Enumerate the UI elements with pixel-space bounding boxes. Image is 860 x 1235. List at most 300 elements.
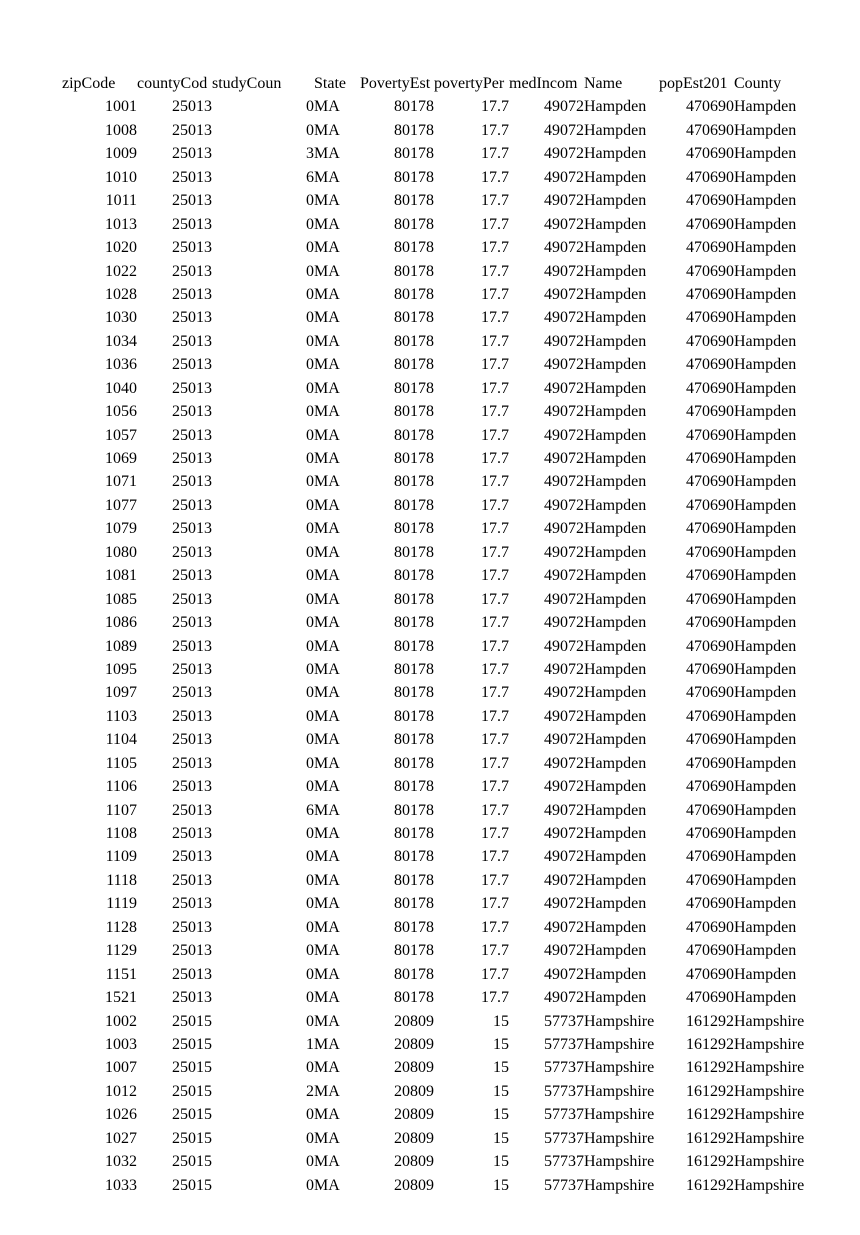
column-header-study-count: studyCoun [212,75,282,92]
cell-pop-est: 470690 [686,403,734,421]
cell-zip-code: 1007 [105,1059,137,1077]
cell-pop-est: 470690 [686,590,734,608]
cell-med-income: 49072 [544,614,584,632]
table-row [62,353,810,376]
cell-state: MA [314,1176,340,1194]
cell-poverty-percent: 17.7 [481,309,509,327]
cell-poverty-percent: 17.7 [481,731,509,749]
cell-county: Hampden [734,660,797,678]
cell-name: Hampden [584,332,647,350]
cell-name: Hampden [584,614,647,632]
cell-med-income: 49072 [544,848,584,866]
cell-study-count: 0 [306,403,314,421]
cell-study-count: 0 [306,848,314,866]
spreadsheet-table [62,72,810,1197]
cell-study-count: 0 [306,778,314,796]
cell-county-code: 25013 [172,98,212,116]
cell-poverty-percent: 17.7 [481,543,509,561]
cell-med-income: 49072 [544,965,584,983]
cell-name: Hampden [584,637,647,655]
cell-state: MA [314,567,340,585]
cell-name: Hampden [584,754,647,772]
table-row [62,588,810,611]
cell-county-code: 25015 [172,1059,212,1077]
cell-zip-code: 1001 [105,98,137,116]
cell-county: Hampden [734,637,797,655]
cell-county-code: 25013 [172,895,212,913]
cell-state: MA [314,1129,340,1147]
cell-study-count: 0 [306,473,314,491]
cell-state: MA [314,1012,340,1030]
cell-county: Hampshire [734,1035,805,1053]
cell-state: MA [314,309,340,327]
cell-pop-est: 470690 [686,285,734,303]
cell-county: Hampden [734,707,797,725]
cell-state: MA [314,168,340,186]
cell-poverty-est: 80178 [394,801,434,819]
cell-poverty-est: 80178 [394,121,434,139]
cell-state: MA [314,215,340,233]
table-row [62,564,810,587]
cell-state: MA [314,520,340,538]
cell-poverty-percent: 15 [493,1059,509,1077]
table-row [62,799,810,822]
cell-study-count: 0 [306,285,314,303]
cell-study-count: 0 [306,754,314,772]
cell-state: MA [314,1059,340,1077]
cell-poverty-est: 80178 [394,543,434,561]
cell-county-code: 25013 [172,801,212,819]
cell-name: Hampden [584,309,647,327]
cell-poverty-percent: 17.7 [481,660,509,678]
cell-state: MA [314,450,340,467]
cell-state: MA [314,801,340,819]
cell-poverty-percent: 15 [493,1129,509,1147]
cell-pop-est: 161292 [686,1129,734,1147]
cell-county: Hampden [734,754,797,772]
cell-county: Hampden [734,895,797,913]
cell-poverty-est: 80178 [394,215,434,233]
cell-name: Hampden [584,356,647,374]
cell-zip-code: 1128 [105,918,137,936]
cell-county-code: 25013 [172,989,212,1007]
cell-county-code: 25015 [172,1035,212,1053]
cell-county: Hampden [734,426,797,444]
table-row [62,939,810,962]
cell-poverty-est: 20809 [394,1106,434,1124]
cell-zip-code: 1033 [105,1176,137,1194]
cell-med-income: 49072 [544,707,584,725]
cell-zip-code: 1089 [105,637,137,655]
cell-county: Hampshire [734,1129,805,1147]
cell-state: MA [314,848,340,866]
cell-state: MA [314,895,340,913]
cell-name: Hampden [584,942,647,960]
cell-poverty-percent: 17.7 [481,942,509,960]
cell-med-income: 57737 [544,1082,584,1100]
cell-med-income: 49072 [544,637,584,655]
cell-state: MA [314,1082,340,1100]
cell-county: Hampden [734,871,797,889]
cell-med-income: 57737 [544,1176,584,1194]
cell-county: Hampden [734,825,797,842]
cell-zip-code: 1103 [105,707,137,725]
cell-county-code: 25013 [172,567,212,585]
cell-pop-est: 470690 [686,379,734,397]
cell-name: Hampden [584,496,647,514]
cell-name: Hampshire [584,1106,655,1124]
cell-zip-code: 1080 [105,543,137,561]
cell-name: Hampden [584,567,647,585]
cell-med-income: 49072 [544,918,584,936]
table-row [62,1103,810,1126]
cell-poverty-percent: 15 [493,1176,509,1194]
cell-pop-est: 470690 [686,637,734,655]
cell-study-count: 0 [306,496,314,514]
cell-county-code: 25013 [172,754,212,772]
cell-county-code: 25013 [172,520,212,538]
cell-county-code: 25013 [172,450,212,467]
cell-poverty-est: 20809 [394,1012,434,1030]
cell-med-income: 49072 [544,473,584,491]
cell-med-income: 49072 [544,309,584,327]
cell-poverty-percent: 17.7 [481,707,509,725]
cell-pop-est: 161292 [686,1012,734,1030]
cell-med-income: 49072 [544,731,584,749]
cell-zip-code: 1057 [105,426,137,444]
cell-county-code: 25013 [172,356,212,374]
cell-med-income: 49072 [544,660,584,678]
cell-poverty-est: 80178 [394,590,434,608]
cell-name: Hampden [584,801,647,819]
cell-county: Hampden [734,309,797,327]
cell-county-code: 25013 [172,848,212,866]
cell-name: Hampden [584,871,647,889]
cell-zip-code: 1085 [105,590,137,608]
cell-state: MA [314,239,340,257]
cell-poverty-percent: 17.7 [481,918,509,936]
cell-county-code: 25013 [172,215,212,233]
cell-county-code: 25013 [172,942,212,960]
cell-zip-code: 1086 [105,614,137,632]
cell-zip-code: 1012 [105,1082,137,1100]
cell-state: MA [314,660,340,678]
cell-study-count: 0 [306,543,314,561]
cell-med-income: 49072 [544,168,584,186]
cell-state: MA [314,473,340,491]
cell-state: MA [314,356,340,374]
cell-pop-est: 470690 [686,262,734,280]
cell-county: Hampden [734,215,797,233]
cell-poverty-percent: 17.7 [481,98,509,116]
cell-poverty-est: 80178 [394,567,434,585]
cell-county: Hampshire [734,1176,805,1194]
cell-zip-code: 1104 [105,731,137,749]
cell-name: Hampden [584,98,647,116]
cell-med-income: 57737 [544,1129,584,1147]
cell-med-income: 49072 [544,98,584,116]
cell-zip-code: 1020 [105,239,137,257]
cell-study-count: 0 [306,989,314,1007]
table-row [62,494,810,517]
cell-county-code: 25013 [172,309,212,327]
cell-poverty-est: 20809 [394,1059,434,1077]
cell-zip-code: 1030 [105,309,137,327]
cell-zip-code: 1009 [105,145,137,163]
cell-poverty-est: 80178 [394,707,434,725]
cell-county-code: 25013 [172,684,212,702]
cell-state: MA [314,332,340,350]
cell-study-count: 0 [306,1153,314,1171]
column-header-poverty-est: PovertyEst [360,75,431,92]
cell-county: Hampshire [734,1012,805,1030]
cell-state: MA [314,825,340,842]
cell-pop-est: 470690 [686,426,734,444]
cell-county-code: 25013 [172,403,212,421]
cell-poverty-est: 80178 [394,918,434,936]
cell-county: Hampden [734,379,797,397]
cell-med-income: 49072 [544,567,584,585]
cell-pop-est: 470690 [686,895,734,913]
cell-state: MA [314,379,340,397]
cell-poverty-est: 80178 [394,871,434,889]
cell-study-count: 0 [306,379,314,397]
cell-med-income: 49072 [544,590,584,608]
cell-poverty-percent: 17.7 [481,450,509,467]
cell-county-code: 25013 [172,285,212,303]
cell-poverty-est: 80178 [394,754,434,772]
cell-name: Hampden [584,403,647,421]
cell-name: Hampden [584,379,647,397]
cell-county: Hampden [734,590,797,608]
cell-county: Hampden [734,801,797,819]
cell-study-count: 0 [306,426,314,444]
cell-zip-code: 1032 [105,1153,137,1171]
cell-poverty-est: 80178 [394,145,434,163]
cell-county: Hampden [734,145,797,163]
cell-state: MA [314,1153,340,1171]
table-row [62,1056,810,1079]
cell-zip-code: 1027 [105,1129,137,1147]
cell-study-count: 0 [306,684,314,702]
cell-zip-code: 1079 [105,520,137,538]
cell-county: Hampshire [734,1059,805,1077]
cell-pop-est: 161292 [686,1176,734,1194]
cell-med-income: 49072 [544,895,584,913]
cell-zip-code: 1071 [105,473,137,491]
cell-med-income: 49072 [544,801,584,819]
cell-poverty-percent: 17.7 [481,965,509,983]
cell-zip-code: 1119 [106,895,137,913]
cell-poverty-percent: 17.7 [481,778,509,796]
cell-pop-est: 470690 [686,965,734,983]
table-row [62,236,810,259]
cell-poverty-percent: 17.7 [481,215,509,233]
cell-poverty-est: 80178 [394,403,434,421]
cell-poverty-est: 80178 [394,356,434,374]
cell-county-code: 25013 [172,965,212,983]
cell-county: Hampden [734,778,797,796]
cell-county: Hampden [734,403,797,421]
cell-study-count: 0 [306,192,314,210]
cell-county: Hampden [734,239,797,257]
cell-poverty-est: 80178 [394,848,434,866]
cell-county-code: 25013 [172,731,212,749]
table-row [62,400,810,423]
cell-study-count: 0 [306,1176,314,1194]
cell-county: Hampshire [734,1153,805,1171]
cell-name: Hampshire [584,1129,655,1147]
cell-county-code: 25015 [172,1082,212,1100]
cell-name: Hampden [584,262,647,280]
cell-county-code: 25015 [172,1153,212,1171]
cell-state: MA [314,98,340,116]
cell-pop-est: 161292 [686,1059,734,1077]
table-row [62,470,810,493]
cell-med-income: 49072 [544,684,584,702]
cell-poverty-percent: 17.7 [481,168,509,186]
cell-poverty-percent: 17.7 [481,520,509,538]
column-header-county-code: countyCod [137,75,208,92]
cell-name: Hampden [584,239,647,257]
table-row [62,986,810,1009]
column-header-pop-est: popEst201 [659,75,728,92]
cell-study-count: 6 [306,801,314,819]
cell-county-code: 25013 [172,825,212,842]
table-row [62,845,810,868]
cell-study-count: 0 [306,1012,314,1030]
cell-pop-est: 470690 [686,848,734,866]
cell-county-code: 25013 [172,332,212,350]
cell-name: Hampshire [584,1059,655,1077]
cell-pop-est: 470690 [686,215,734,233]
table-row [62,1174,810,1197]
cell-state: MA [314,285,340,303]
table-row [62,611,810,634]
cell-name: Hampden [584,590,647,608]
cell-med-income: 49072 [544,192,584,210]
cell-county: Hampden [734,918,797,936]
cell-county-code: 25015 [172,1012,212,1030]
cell-med-income: 49072 [544,403,584,421]
table-row [62,283,810,306]
cell-pop-est: 470690 [686,754,734,772]
cell-name: Hampden [584,145,647,163]
cell-county: Hampden [734,543,797,561]
cell-pop-est: 470690 [686,450,734,467]
cell-study-count: 0 [306,567,314,585]
cell-study-count: 0 [306,332,314,350]
cell-study-count: 0 [306,1059,314,1077]
cell-zip-code: 1011 [105,192,137,210]
cell-poverty-est: 80178 [394,778,434,796]
cell-study-count: 0 [306,895,314,913]
cell-county: Hampshire [734,1106,805,1124]
cell-pop-est: 470690 [686,614,734,632]
cell-pop-est: 470690 [686,825,734,842]
cell-state: MA [314,707,340,725]
cell-county: Hampden [734,848,797,866]
cell-county-code: 25013 [172,614,212,632]
cell-state: MA [314,543,340,561]
cell-poverty-percent: 17.7 [481,614,509,632]
cell-study-count: 0 [306,918,314,936]
cell-poverty-percent: 17.7 [481,590,509,608]
cell-study-count: 6 [306,168,314,186]
cell-poverty-est: 80178 [394,895,434,913]
cell-zip-code: 1107 [105,801,137,819]
cell-study-count: 0 [306,1106,314,1124]
cell-poverty-est: 80178 [394,965,434,983]
cell-zip-code: 1036 [105,356,137,374]
cell-poverty-est: 80178 [394,684,434,702]
cell-name: Hampden [584,848,647,866]
cell-pop-est: 470690 [686,684,734,702]
cell-poverty-percent: 17.7 [481,825,509,842]
cell-poverty-est: 80178 [394,285,434,303]
cell-county: Hampden [734,473,797,491]
table-row [62,377,810,400]
cell-state: MA [314,989,340,1007]
cell-study-count: 0 [306,942,314,960]
cell-study-count: 1 [306,1035,314,1053]
table-row [62,119,810,142]
cell-med-income: 49072 [544,262,584,280]
cell-poverty-est: 80178 [394,660,434,678]
cell-state: MA [314,145,340,163]
cell-county-code: 25013 [172,192,212,210]
table-row [62,213,810,236]
cell-name: Hampden [584,450,647,467]
cell-name: Hampden [584,426,647,444]
cell-pop-est: 470690 [686,496,734,514]
cell-zip-code: 1034 [105,332,137,350]
table-row [62,658,810,681]
cell-county-code: 25015 [172,1106,212,1124]
cell-poverty-est: 20809 [394,1153,434,1171]
cell-county-code: 25013 [172,871,212,889]
cell-poverty-est: 80178 [394,332,434,350]
cell-state: MA [314,778,340,796]
cell-name: Hampden [584,543,647,561]
cell-pop-est: 161292 [686,1035,734,1053]
table-row [62,752,810,775]
cell-med-income: 49072 [544,825,584,842]
cell-study-count: 0 [306,309,314,327]
cell-pop-est: 470690 [686,332,734,350]
cell-med-income: 49072 [544,239,584,257]
cell-pop-est: 470690 [686,660,734,678]
cell-poverty-est: 80178 [394,309,434,327]
cell-pop-est: 161292 [686,1153,734,1171]
cell-pop-est: 470690 [686,989,734,1007]
cell-county-code: 25013 [172,168,212,186]
table-row [62,869,810,892]
cell-name: Hampden [584,989,647,1007]
cell-poverty-est: 20809 [394,1176,434,1194]
cell-poverty-est: 20809 [394,1129,434,1147]
table-row [62,142,810,165]
cell-study-count: 0 [306,1129,314,1147]
cell-med-income: 49072 [544,778,584,796]
cell-study-count: 0 [306,450,314,467]
table-row [62,447,810,470]
cell-poverty-percent: 17.7 [481,567,509,585]
cell-name: Hampden [584,684,647,702]
cell-county: Hampden [734,121,797,139]
cell-state: MA [314,1106,340,1124]
cell-name: Hampshire [584,1012,655,1030]
